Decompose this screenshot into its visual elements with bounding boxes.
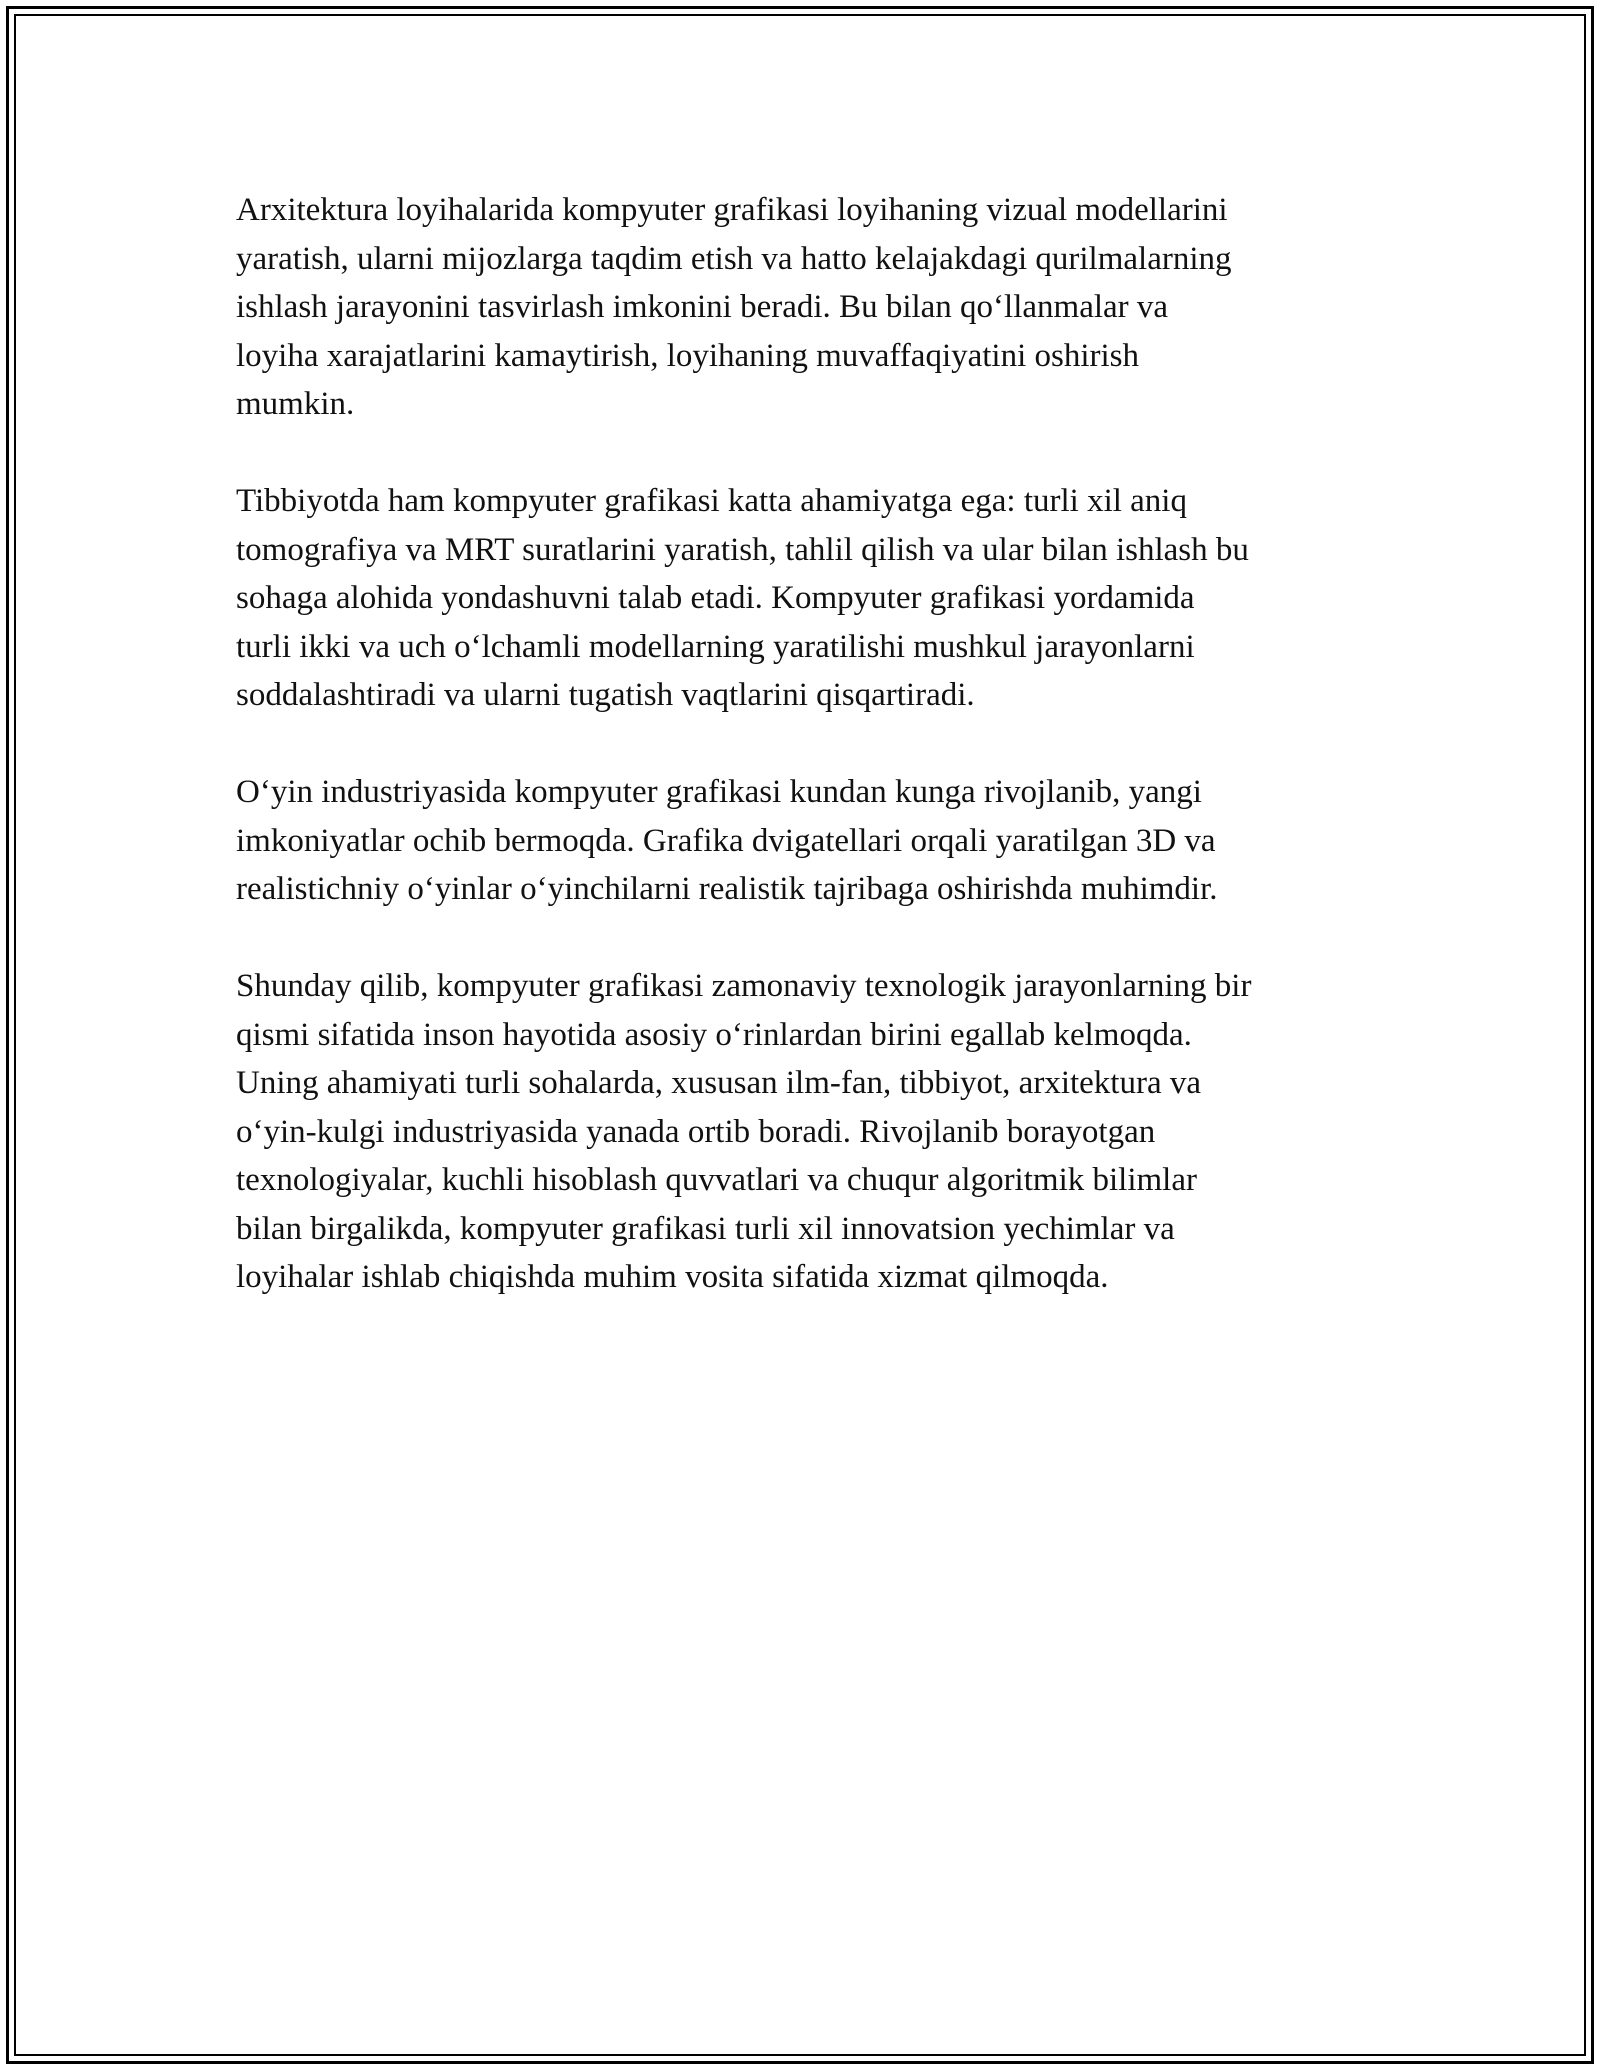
paragraph-games: O‘yin industriyasida kompyuter grafikasi kundan kunga rivojlanib, yangi imkoniyatlar ochib bermoqda. Grafika dvigatellari orqali yaratilgan 3D va realistichniy o‘yinlar o‘yinchilarni realistik tajribaga oshirishda muhimdir.	[236, 774, 1218, 907]
paragraph-medicine: Tibbiyotda ham kompyuter grafikasi katta ahamiyatga ega: turli xil aniq tomografiya va MRT suratlarini yaratish, tahlil qilish va ular bilan ishlash bu sohaga alohida yondashuvni talab etadi. Kompyuter grafikasi yordamida turli ikki va uch o‘lchamli modellarning yaratilishi mushkul jarayonlarni soddalashtiradi va ularni tugatish vaqtlarini qisqartiradi.	[236, 483, 1249, 713]
paragraph-architecture: Arxitektura loyihalarida kompyuter grafikasi loyihaning vizual modellarini yaratish, ularni mijozlarga taqdim etish va hatto kelajakdagi qurilmalarning ishlash jarayonini tasvirlash imkonini beradi. Bu bilan qo‘llanmalar va loyiha xarajatlarini kamaytirish, loyihaning muvaffaqiyatini oshirish mumkin.	[236, 192, 1232, 422]
paragraph-conclusion: Shunday qilib, kompyuter grafikasi zamonaviy texnologik jarayonlarning bir qismi sifatida inson hayotida asosiy o‘rinlardan birini egallab kelmoqda. Uning ahamiyati turli sohalarda, xususan ilm-fan, tibbiyot, arxitektura va o‘yin-kulgi industriyasida yanada ortib boradi. Rivojlanib borayotgan texnologiyalar, kuchli hisoblash quvvatlari va chuqur algoritmik bilimlar bilan birgalikda, kompyuter grafikasi turli xil innovatsion yechimlar va loyihalar ishlab chiqishda muhim vosita sifatida xizmat qilmoqda.	[236, 968, 1252, 1295]
document-body	[236, 186, 1386, 1350]
